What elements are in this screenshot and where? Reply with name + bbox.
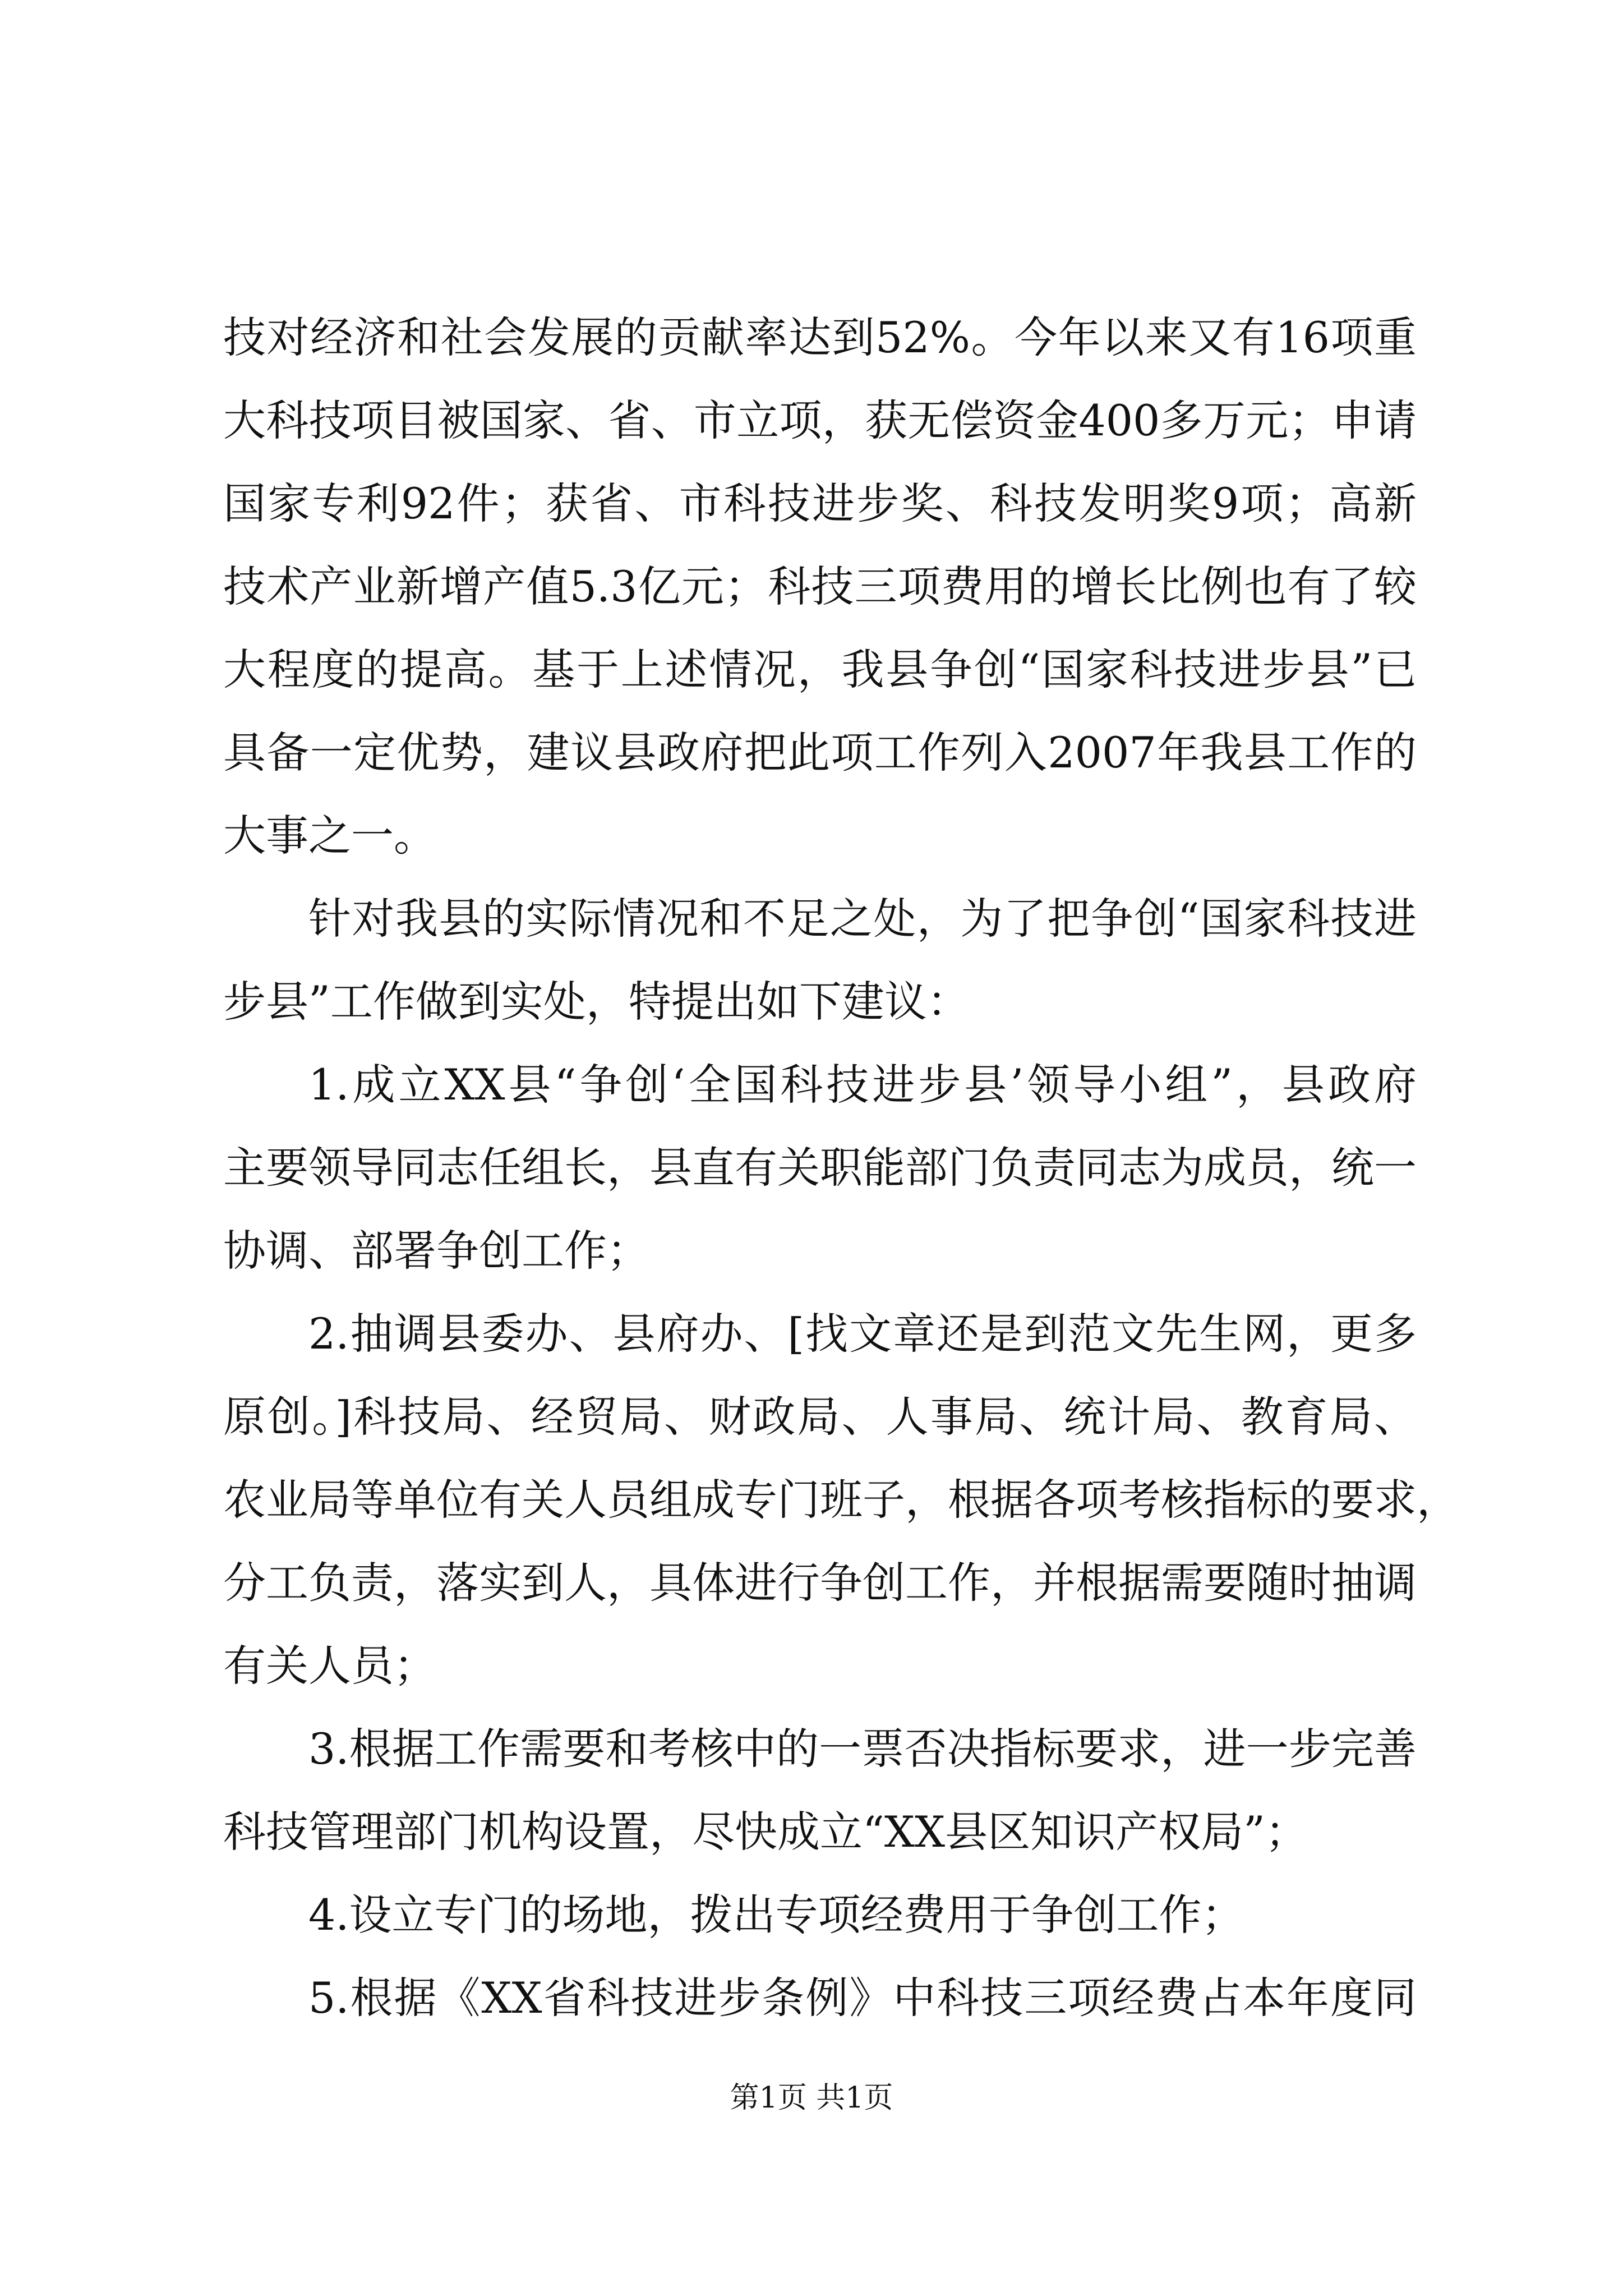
text-line: 科技管理部门机构设置，尽快成立“XX县区知识产权局”； [223,1807,1308,1857]
text-line: 4.设立专门的场地，拨出专项经费用于争创工作； [308,1890,1244,1940]
text-line: 技对经济和社会发展的贡献率达到52%。今年以来又有16项重 [223,312,1417,362]
text-line: 步县”工作做到实处，特提出如下建议： [223,977,970,1027]
text-line: 有关人员； [223,1641,436,1691]
text-line: 大事之一。 [223,811,436,861]
text-line: 大程度的提高。基于上述情况，我县争创“国家科技进步县”已 [223,645,1417,694]
text-line: 主要领导同志任组长，县直有关职能部门负责同志为成员，统一 [223,1143,1417,1193]
document-body [223,296,1459,2040]
text-line: 具备一定优势，建议县政府把此项工作列入2007年我县工作的 [223,728,1417,777]
text-line: 大科技项目被国家、省、市立项，获无偿资金400多万元；申请 [223,395,1417,445]
page-footer: 第1页 共1页 [730,2081,893,2115]
text-line: 国家专利92件；获省、市科技进步奖、科技发明奖9项；高新 [223,478,1417,528]
text-line: 分工负责，落实到人，具体进行争创工作，并根据需要随时抽调 [223,1558,1417,1608]
text-line: 5.根据《XX省科技进步条例》中科技三项经费占本年度同 [308,1973,1417,2023]
text-line: 技术产业新增产值5.3亿元；科技三项费用的增长比例也有了较 [223,562,1417,611]
text-line: 协调、部署争创工作； [223,1226,649,1276]
text-line: 农业局等单位有关人员组成专门班子，根据各项考核指标的要求， [223,1475,1459,1525]
text-line: 1.成立XX县“争创‘全国科技进步县’领导小组”，县政府 [308,1060,1417,1110]
text-line: 3.根据工作需要和考核中的一票否决指标要求，进一步完善 [308,1724,1417,1774]
text-line: 原创。]科技局、经贸局、财政局、人事局、统计局、教育局、 [223,1392,1417,1442]
text-line: 针对我县的实际情况和不足之处，为了把争创“国家科技进 [308,894,1417,944]
text-line: 2.抽调县委办、县府办、[找文章还是到范文先生网，更多 [308,1309,1417,1359]
